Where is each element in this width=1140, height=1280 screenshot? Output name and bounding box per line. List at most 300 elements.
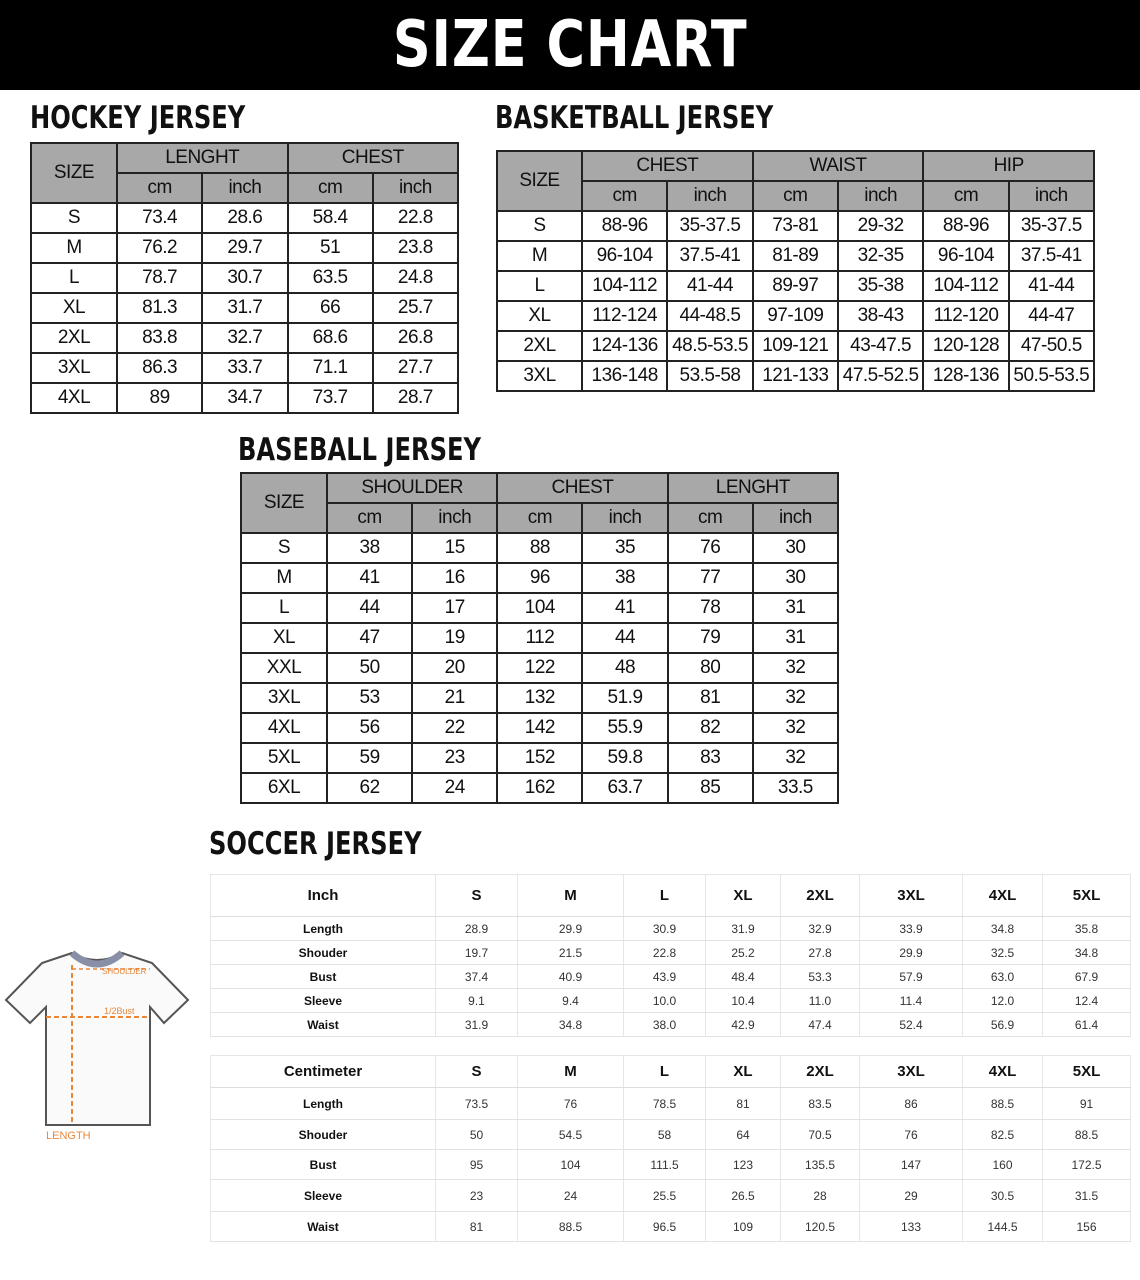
value-cell: 104-112 <box>923 271 1008 301</box>
value-cell: 48.5-53.5 <box>667 331 752 361</box>
measure-label: Sleeve <box>211 1180 436 1212</box>
value-cell: 27.8 <box>781 941 860 965</box>
size-cell: 3XL <box>31 353 117 383</box>
size-header: 4XL <box>963 1056 1043 1088</box>
value-cell: 25.5 <box>624 1180 706 1212</box>
value-cell: 78.7 <box>117 263 202 293</box>
value-cell: 37.5-41 <box>667 241 752 271</box>
size-cell: L <box>241 593 327 623</box>
unit-header: inch <box>582 503 667 533</box>
size-header: 3XL <box>860 1056 963 1088</box>
value-cell: 73-81 <box>753 211 838 241</box>
value-cell: 21 <box>412 683 497 713</box>
group-header: CHEST <box>582 151 753 181</box>
size-header: L <box>624 875 706 917</box>
table-row <box>211 1212 1131 1242</box>
value-cell: 34.7 <box>202 383 287 413</box>
measure-label: Length <box>211 917 436 941</box>
size-cell: 4XL <box>31 383 117 413</box>
value-cell: 29 <box>860 1180 963 1212</box>
value-cell: 37.4 <box>436 965 518 989</box>
value-cell: 63.5 <box>288 263 373 293</box>
size-cell: XL <box>241 623 327 653</box>
size-cell: 5XL <box>241 743 327 773</box>
value-cell: 83.8 <box>117 323 202 353</box>
value-cell: 38-43 <box>838 301 923 331</box>
table-row <box>31 293 458 323</box>
value-cell: 22 <box>412 713 497 743</box>
value-cell: 32 <box>753 653 838 683</box>
value-cell: 47.5-52.5 <box>838 361 923 391</box>
value-cell: 12.4 <box>1043 989 1131 1013</box>
value-cell: 26.5 <box>706 1180 781 1212</box>
value-cell: 96-104 <box>582 241 667 271</box>
group-header: CHEST <box>497 473 667 503</box>
tshirt-outline <box>6 953 188 1125</box>
value-cell: 76 <box>860 1120 963 1150</box>
table-row <box>497 331 1094 361</box>
measure-label: Length <box>211 1088 436 1120</box>
value-cell: 147 <box>860 1150 963 1180</box>
value-cell: 23.8 <box>373 233 458 263</box>
length-label: LENGTH <box>46 1130 91 1142</box>
table-row <box>497 361 1094 391</box>
value-cell: 29-32 <box>838 211 923 241</box>
value-cell: 31.7 <box>202 293 287 323</box>
size-header: M <box>518 875 624 917</box>
size-cell: XL <box>497 301 582 331</box>
value-cell: 53 <box>327 683 412 713</box>
value-cell: 112-120 <box>923 301 1008 331</box>
size-header: M <box>518 1056 624 1088</box>
value-cell: 81 <box>706 1088 781 1120</box>
size-header: 4XL <box>963 875 1043 917</box>
value-cell: 76 <box>518 1088 624 1120</box>
baseball-title: BASEBALL JERSEY <box>238 432 482 468</box>
value-cell: 32.5 <box>963 941 1043 965</box>
table-row <box>31 263 458 293</box>
value-cell: 57.9 <box>860 965 963 989</box>
value-cell: 35.8 <box>1043 917 1131 941</box>
value-cell: 20 <box>412 653 497 683</box>
value-cell: 42.9 <box>706 1013 781 1037</box>
table-row <box>241 623 838 653</box>
value-cell: 80 <box>668 653 753 683</box>
value-cell: 33.5 <box>753 773 838 803</box>
value-cell: 28.9 <box>436 917 518 941</box>
value-cell: 121-133 <box>753 361 838 391</box>
group-header: LENGHT <box>117 143 288 173</box>
value-cell: 48 <box>582 653 667 683</box>
value-cell: 44-47 <box>1009 301 1094 331</box>
value-cell: 24 <box>412 773 497 803</box>
value-cell: 35-38 <box>838 271 923 301</box>
value-cell: 47 <box>327 623 412 653</box>
value-cell: 52.4 <box>860 1013 963 1037</box>
value-cell: 82 <box>668 713 753 743</box>
size-cell: S <box>31 203 117 233</box>
unit-header: cm <box>288 173 373 203</box>
value-cell: 31.5 <box>1043 1180 1131 1212</box>
value-cell: 132 <box>497 683 582 713</box>
value-cell: 73.4 <box>117 203 202 233</box>
value-cell: 32.7 <box>202 323 287 353</box>
measure-label: Waist <box>211 1212 436 1242</box>
value-cell: 44-48.5 <box>667 301 752 331</box>
table-row <box>211 989 1131 1013</box>
unit-header: cm <box>497 503 582 533</box>
value-cell: 22.8 <box>624 941 706 965</box>
value-cell: 12.0 <box>963 989 1043 1013</box>
table-row <box>31 353 458 383</box>
value-cell: 32.9 <box>781 917 860 941</box>
table-row <box>497 301 1094 331</box>
measure-label: Shouder <box>211 941 436 965</box>
value-cell: 78 <box>668 593 753 623</box>
unit-header: inch <box>202 173 287 203</box>
size-cell: XXL <box>241 653 327 683</box>
unit-header: inch <box>373 173 458 203</box>
value-cell: 32-35 <box>838 241 923 271</box>
table-row <box>211 1088 1131 1120</box>
value-cell: 71.1 <box>288 353 373 383</box>
size-header: XL <box>706 875 781 917</box>
value-cell: 97-109 <box>753 301 838 331</box>
value-cell: 82.5 <box>963 1120 1043 1150</box>
value-cell: 17 <box>412 593 497 623</box>
value-cell: 62 <box>327 773 412 803</box>
size-cell: 6XL <box>241 773 327 803</box>
unit-header: cm <box>582 181 667 211</box>
value-cell: 25.7 <box>373 293 458 323</box>
value-cell: 123 <box>706 1150 781 1180</box>
basketball-table <box>496 150 1095 392</box>
soccer-inch-table <box>210 874 1131 1037</box>
group-header: CHEST <box>288 143 459 173</box>
value-cell: 81 <box>436 1212 518 1242</box>
unit-header: cm <box>668 503 753 533</box>
table-row <box>241 773 838 803</box>
value-cell: 88.5 <box>1043 1120 1131 1150</box>
value-cell: 61.4 <box>1043 1013 1131 1037</box>
value-cell: 109 <box>706 1212 781 1242</box>
table-row <box>211 1150 1131 1180</box>
value-cell: 9.1 <box>436 989 518 1013</box>
unit-header: inch <box>412 503 497 533</box>
value-cell: 33.9 <box>860 917 963 941</box>
size-cell: L <box>497 271 582 301</box>
page-title: SIZE CHART <box>392 8 748 82</box>
value-cell: 55.9 <box>582 713 667 743</box>
value-cell: 47-50.5 <box>1009 331 1094 361</box>
value-cell: 28.6 <box>202 203 287 233</box>
value-cell: 31 <box>753 593 838 623</box>
value-cell: 77 <box>668 563 753 593</box>
value-cell: 58.4 <box>288 203 373 233</box>
size-header: SIZE <box>241 473 327 533</box>
value-cell: 38.0 <box>624 1013 706 1037</box>
value-cell: 58 <box>624 1120 706 1150</box>
value-cell: 30 <box>753 533 838 563</box>
size-cell: 3XL <box>497 361 582 391</box>
value-cell: 10.0 <box>624 989 706 1013</box>
size-cell: 3XL <box>241 683 327 713</box>
value-cell: 160 <box>963 1150 1043 1180</box>
soccer-title: SOCCER JERSEY <box>209 826 422 862</box>
value-cell: 32 <box>753 743 838 773</box>
value-cell: 88 <box>497 533 582 563</box>
value-cell: 19.7 <box>436 941 518 965</box>
table-row <box>31 203 458 233</box>
value-cell: 31.9 <box>706 917 781 941</box>
shoulder-label: SHOULDER <box>102 967 147 976</box>
value-cell: 22.8 <box>373 203 458 233</box>
size-header: 2XL <box>781 875 860 917</box>
size-header: 3XL <box>860 875 963 917</box>
size-header: S <box>436 1056 518 1088</box>
table-row <box>211 941 1131 965</box>
value-cell: 53.3 <box>781 965 860 989</box>
value-cell: 95 <box>436 1150 518 1180</box>
value-cell: 66 <box>288 293 373 323</box>
value-cell: 53.5-58 <box>667 361 752 391</box>
value-cell: 56.9 <box>963 1013 1043 1037</box>
table-row <box>241 683 838 713</box>
value-cell: 44 <box>327 593 412 623</box>
value-cell: 51.9 <box>582 683 667 713</box>
value-cell: 68.6 <box>288 323 373 353</box>
size-header: L <box>624 1056 706 1088</box>
value-cell: 79 <box>668 623 753 653</box>
value-cell: 156 <box>1043 1212 1131 1242</box>
size-cell: S <box>241 533 327 563</box>
value-cell: 64 <box>706 1120 781 1150</box>
table-row <box>31 323 458 353</box>
value-cell: 24 <box>518 1180 624 1212</box>
value-cell: 41 <box>327 563 412 593</box>
value-cell: 104-112 <box>582 271 667 301</box>
size-header: XL <box>706 1056 781 1088</box>
value-cell: 51 <box>288 233 373 263</box>
size-cell: 2XL <box>497 331 582 361</box>
value-cell: 109-121 <box>753 331 838 361</box>
value-cell: 136-148 <box>582 361 667 391</box>
table-row <box>241 743 838 773</box>
value-cell: 47.4 <box>781 1013 860 1037</box>
value-cell: 78.5 <box>624 1088 706 1120</box>
value-cell: 23 <box>412 743 497 773</box>
measure-label: Waist <box>211 1013 436 1037</box>
value-cell: 96 <box>497 563 582 593</box>
hockey-table <box>30 142 459 414</box>
value-cell: 38 <box>327 533 412 563</box>
value-cell: 27.7 <box>373 353 458 383</box>
value-cell: 50 <box>436 1120 518 1150</box>
value-cell: 25.2 <box>706 941 781 965</box>
measure-label: Shouder <box>211 1120 436 1150</box>
value-cell: 11.4 <box>860 989 963 1013</box>
value-cell: 43-47.5 <box>838 331 923 361</box>
value-cell: 28 <box>781 1180 860 1212</box>
unit-corner: Centimeter <box>211 1056 436 1088</box>
value-cell: 37.5-41 <box>1009 241 1094 271</box>
value-cell: 16 <box>412 563 497 593</box>
value-cell: 172.5 <box>1043 1150 1131 1180</box>
value-cell: 35-37.5 <box>667 211 752 241</box>
value-cell: 29.7 <box>202 233 287 263</box>
table-row <box>211 1120 1131 1150</box>
value-cell: 128-136 <box>923 361 1008 391</box>
bust-label: 1/2Bust <box>104 1006 135 1016</box>
value-cell: 112-124 <box>582 301 667 331</box>
table-row <box>211 1180 1131 1212</box>
unit-header: inch <box>838 181 923 211</box>
value-cell: 31.9 <box>436 1013 518 1037</box>
value-cell: 81 <box>668 683 753 713</box>
size-cell: 2XL <box>31 323 117 353</box>
value-cell: 89 <box>117 383 202 413</box>
value-cell: 70.5 <box>781 1120 860 1150</box>
value-cell: 96.5 <box>624 1212 706 1242</box>
size-cell: S <box>497 211 582 241</box>
value-cell: 63.7 <box>582 773 667 803</box>
value-cell: 81-89 <box>753 241 838 271</box>
unit-header: cm <box>117 173 202 203</box>
value-cell: 59 <box>327 743 412 773</box>
value-cell: 83 <box>668 743 753 773</box>
table-row <box>497 241 1094 271</box>
size-cell: L <box>31 263 117 293</box>
table-row <box>211 917 1131 941</box>
value-cell: 76.2 <box>117 233 202 263</box>
value-cell: 41-44 <box>667 271 752 301</box>
value-cell: 86.3 <box>117 353 202 383</box>
size-cell: XL <box>31 293 117 323</box>
baseball-table <box>240 472 839 804</box>
value-cell: 88-96 <box>923 211 1008 241</box>
value-cell: 86 <box>860 1088 963 1120</box>
value-cell: 112 <box>497 623 582 653</box>
value-cell: 111.5 <box>624 1150 706 1180</box>
value-cell: 73.7 <box>288 383 373 413</box>
group-header: HIP <box>923 151 1094 181</box>
value-cell: 44 <box>582 623 667 653</box>
value-cell: 19 <box>412 623 497 653</box>
tshirt-collar <box>72 953 122 964</box>
measure-label: Sleeve <box>211 989 436 1013</box>
size-header: SIZE <box>31 143 117 203</box>
value-cell: 29.9 <box>518 917 624 941</box>
value-cell: 63.0 <box>963 965 1043 989</box>
unit-header: inch <box>667 181 752 211</box>
size-header: 5XL <box>1043 875 1131 917</box>
value-cell: 81.3 <box>117 293 202 323</box>
value-cell: 50.5-53.5 <box>1009 361 1094 391</box>
unit-header: cm <box>327 503 412 533</box>
value-cell: 28.7 <box>373 383 458 413</box>
table-row <box>31 383 458 413</box>
value-cell: 24.8 <box>373 263 458 293</box>
value-cell: 43.9 <box>624 965 706 989</box>
value-cell: 144.5 <box>963 1212 1043 1242</box>
value-cell: 32 <box>753 713 838 743</box>
table-row <box>497 271 1094 301</box>
table-row <box>241 713 838 743</box>
table-row <box>31 233 458 263</box>
value-cell: 21.5 <box>518 941 624 965</box>
value-cell: 67.9 <box>1043 965 1131 989</box>
value-cell: 10.4 <box>706 989 781 1013</box>
value-cell: 73.5 <box>436 1088 518 1120</box>
value-cell: 41-44 <box>1009 271 1094 301</box>
value-cell: 85 <box>668 773 753 803</box>
value-cell: 88.5 <box>963 1088 1043 1120</box>
tshirt-diagram <box>2 945 192 1145</box>
table-row <box>241 563 838 593</box>
value-cell: 30.7 <box>202 263 287 293</box>
value-cell: 38 <box>582 563 667 593</box>
size-header: SIZE <box>497 151 582 211</box>
value-cell: 152 <box>497 743 582 773</box>
table-row <box>211 965 1131 989</box>
unit-header: inch <box>753 503 838 533</box>
value-cell: 33.7 <box>202 353 287 383</box>
unit-header: cm <box>923 181 1008 211</box>
value-cell: 9.4 <box>518 989 624 1013</box>
size-chart-banner <box>0 0 1140 90</box>
value-cell: 30.5 <box>963 1180 1043 1212</box>
value-cell: 88.5 <box>518 1212 624 1242</box>
size-cell: M <box>497 241 582 271</box>
value-cell: 31 <box>753 623 838 653</box>
table-row <box>497 211 1094 241</box>
value-cell: 124-136 <box>582 331 667 361</box>
value-cell: 89-97 <box>753 271 838 301</box>
value-cell: 56 <box>327 713 412 743</box>
value-cell: 88-96 <box>582 211 667 241</box>
size-header: 2XL <box>781 1056 860 1088</box>
value-cell: 135.5 <box>781 1150 860 1180</box>
table-row <box>211 1013 1131 1037</box>
measure-label: Bust <box>211 1150 436 1180</box>
unit-header: inch <box>1009 181 1094 211</box>
value-cell: 35 <box>582 533 667 563</box>
basketball-title: BASKETBALL JERSEY <box>495 100 774 136</box>
value-cell: 15 <box>412 533 497 563</box>
soccer-cm-table <box>210 1055 1131 1242</box>
group-header: WAIST <box>753 151 924 181</box>
value-cell: 162 <box>497 773 582 803</box>
table-row <box>241 593 838 623</box>
value-cell: 26.8 <box>373 323 458 353</box>
size-cell: M <box>241 563 327 593</box>
value-cell: 30.9 <box>624 917 706 941</box>
value-cell: 133 <box>860 1212 963 1242</box>
hockey-title: HOCKEY JERSEY <box>30 100 246 136</box>
unit-corner: Inch <box>211 875 436 917</box>
value-cell: 29.9 <box>860 941 963 965</box>
value-cell: 30 <box>753 563 838 593</box>
value-cell: 104 <box>497 593 582 623</box>
value-cell: 34.8 <box>518 1013 624 1037</box>
value-cell: 120-128 <box>923 331 1008 361</box>
size-cell: M <box>31 233 117 263</box>
value-cell: 50 <box>327 653 412 683</box>
size-cell: 4XL <box>241 713 327 743</box>
value-cell: 23 <box>436 1180 518 1212</box>
measure-label: Bust <box>211 965 436 989</box>
group-header: SHOULDER <box>327 473 497 503</box>
